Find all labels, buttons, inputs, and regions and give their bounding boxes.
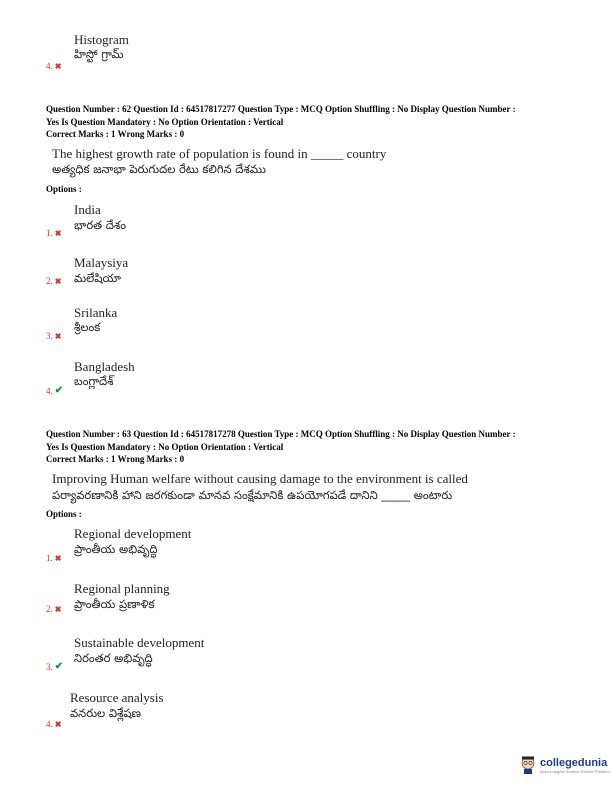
option-text-te: బంగ్లాదేశ్ [74, 374, 114, 388]
option-text-en: Sustainable development [74, 635, 205, 650]
option-number [46, 604, 61, 614]
option-number [46, 228, 61, 238]
option-text-en: Resource analysis [70, 690, 164, 705]
cross-icon: ✖ [54, 228, 62, 238]
question-text-te: అత్యధిక జనాభా పెరుగుదల రేటు కలిగిన దేశము [52, 162, 266, 176]
question-meta [46, 428, 516, 466]
question-text-te: పర్యావరణానికి హాని జరగకుండా మానవ సంక్షేమానికి ఉపయోగపడే దానిని _____ అంటారు [52, 488, 453, 502]
option-number [46, 385, 63, 396]
options-label: Options : [46, 184, 82, 194]
option-text-te: ప్రాంతీయ ప్రణాళిక [74, 597, 155, 611]
options-label: Options : [46, 509, 82, 519]
option-number [46, 276, 61, 286]
option-text-te: హిస్టో గ్రామ్ [74, 47, 124, 61]
question-text-en: The highest growth rate of population is found in _____ country [52, 146, 387, 161]
cross-icon: ✖ [54, 276, 62, 286]
option-number-label: 2. [46, 604, 53, 614]
mascot-icon [520, 756, 536, 774]
marks-line: Correct Marks : 1 Wrong Marks : 0 [46, 454, 185, 464]
option-text-en: Bangladesh [74, 359, 135, 374]
logo-name: collegedunia [540, 756, 608, 769]
option-text-te: వనరుల విశ్లేషణ [70, 706, 142, 720]
option-text-te: నిరంతర అభివృద్ధి [74, 651, 153, 665]
option-number-label: 4. [46, 61, 53, 71]
cross-icon: ✖ [54, 719, 62, 729]
option-text-en: Malaysiya [74, 255, 129, 270]
option-number [46, 553, 61, 563]
cross-icon: ✖ [54, 553, 62, 563]
option-text-te: ప్రాంతీయ అభివృద్ధి [74, 542, 158, 556]
collegedunia-logo [520, 756, 610, 774]
check-icon: ✔ [54, 661, 64, 672]
option-number [46, 661, 63, 672]
check-icon: ✔ [54, 385, 64, 396]
cross-icon: ✖ [54, 61, 62, 71]
option-text-te: శ్రీలంక [74, 320, 101, 334]
option-number-label: 1. [46, 553, 53, 563]
meta-line: Question Number : 63 Question Id : 64517817278 Question Type : MCQ Option Shuffling : No Display Question Number : [46, 429, 516, 439]
cross-icon: ✖ [54, 604, 62, 614]
option-text-te: భారత దేశం [74, 218, 127, 232]
meta-line: Yes Is Question Mandatory : No Option Orientation : Vertical [46, 116, 284, 127]
option-text-en: India [74, 202, 101, 217]
option-number [46, 61, 61, 71]
option-text-en: Srilanka [74, 305, 118, 320]
option-text-en: Histogram [74, 32, 129, 47]
option-number-label: 3. [46, 661, 53, 672]
option-text-en: Regional development [74, 526, 192, 541]
option-number [46, 719, 61, 729]
cross-icon: ✖ [54, 331, 62, 341]
meta-line: Question Number : 62 Question Id : 64517817277 Question Type : MCQ Option Shuffling : No Display Question Number : [46, 104, 516, 114]
option-text-en: Regional planning [74, 581, 170, 596]
logo-tagline: India's largest Student Review Platform [540, 768, 610, 774]
marks-line: Correct Marks : 1 Wrong Marks : 0 [46, 129, 185, 139]
question-meta [46, 103, 516, 141]
option-number-label: 2. [46, 276, 53, 286]
question-text-en: Improving Human welfare without causing damage to the environment is called [52, 471, 468, 486]
option-text-te: మలేషియా [74, 271, 122, 285]
option-number-label: 1. [46, 228, 53, 238]
option-number-label: 4. [46, 385, 53, 396]
option-number-label: 3. [46, 331, 53, 341]
option-number [46, 331, 61, 341]
meta-line: Yes Is Question Mandatory : No Option Orientation : Vertical [46, 441, 284, 452]
option-number-label: 4. [46, 719, 53, 729]
